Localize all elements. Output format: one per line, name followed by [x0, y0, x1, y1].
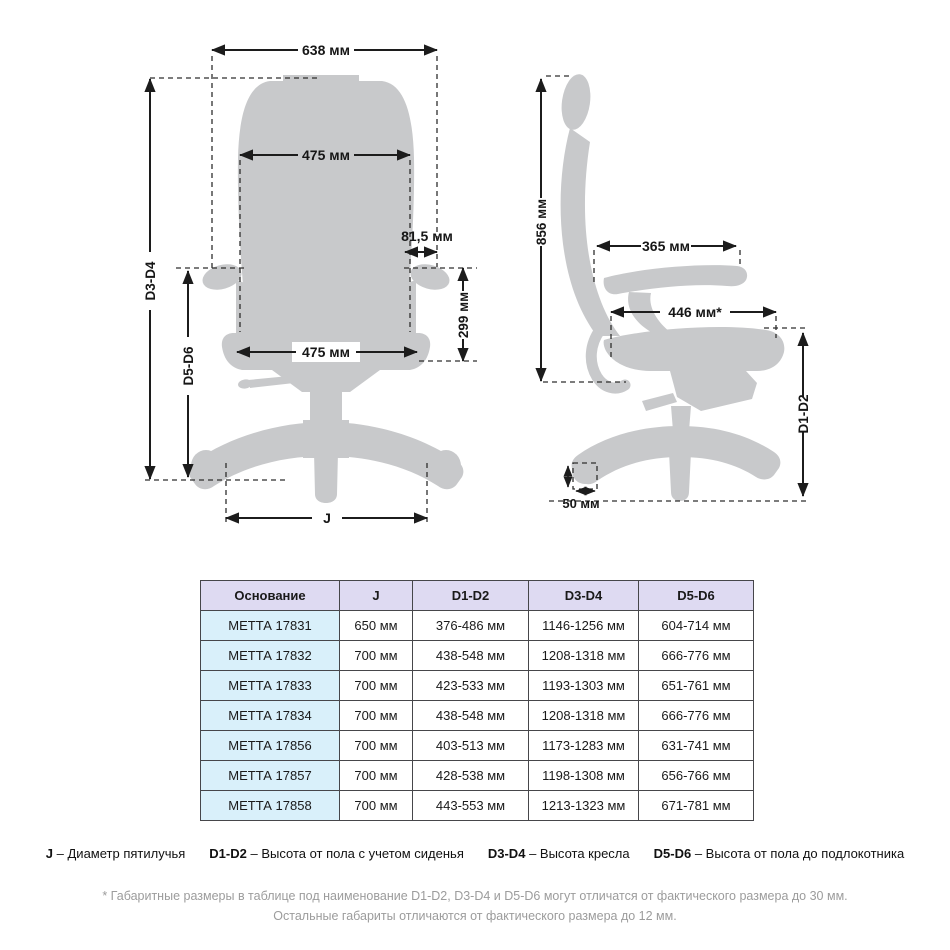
footnote-line-1: * Габаритные размеры в таблице под наименование D1-D2, D3-D4 и D5-D6 могут отличатся от фактического размера до 30 мм.: [102, 889, 848, 903]
cell-model: МЕТТА 17834: [201, 701, 340, 731]
legend-item: [46, 846, 186, 861]
side-view: [534, 72, 811, 511]
dim-overall-width-label: 638 мм: [302, 42, 350, 58]
cell-value: 604-714 мм: [639, 611, 754, 641]
cell-value: 631-741 мм: [639, 731, 754, 761]
table-row: [201, 731, 754, 761]
dim-armrest-offset-label: 81,5 мм: [401, 228, 453, 244]
legend-desc: – Высота от пола с учетом сиденья: [250, 846, 464, 861]
dim-seat-width-label: 475 мм: [302, 344, 350, 360]
caster-side-front: [572, 458, 598, 484]
chair-front-silhouette: [189, 75, 464, 503]
legend-item: [488, 846, 630, 861]
legend-desc: – Высота от пола до подлокотника: [694, 846, 905, 861]
chair-side-silhouette: [558, 72, 784, 501]
table-row: [201, 761, 754, 791]
cell-value: 1208-1318 мм: [529, 701, 639, 731]
cell-model: МЕТТА 17857: [201, 761, 340, 791]
table-row: [201, 671, 754, 701]
col-header-j: J: [340, 581, 413, 611]
seat-side: [604, 327, 785, 371]
dim-caster-size-label: 50 мм: [562, 496, 600, 511]
cell-value: 1213-1323 мм: [529, 791, 639, 821]
cell-value: 443-553 мм: [413, 791, 529, 821]
armrest-support-left: [236, 280, 248, 336]
dim-chair-height-label: D3-D4: [143, 261, 158, 301]
cell-value: 700 мм: [340, 671, 413, 701]
cell-model: МЕТТА 17858: [201, 791, 340, 821]
footnote: [0, 886, 950, 926]
table-row: [201, 641, 754, 671]
headrest-side: [558, 72, 594, 131]
caster-side-rear: [752, 455, 776, 479]
cell-model: МЕТТА 17832: [201, 641, 340, 671]
legend-term: D5-D6: [653, 846, 692, 861]
dimensions-table: [200, 580, 754, 821]
cell-value: 671-781 мм: [639, 791, 754, 821]
cell-value: 1198-1308 мм: [529, 761, 639, 791]
dim-armrest-depth: [597, 238, 736, 254]
cell-value: 700 мм: [340, 641, 413, 671]
table-row: [201, 791, 754, 821]
cell-value: 700 мм: [340, 761, 413, 791]
legend-term: J: [45, 846, 54, 861]
cell-value: 423-533 мм: [413, 671, 529, 701]
cell-value: 651-761 мм: [639, 671, 754, 701]
legend-item: [209, 846, 464, 861]
caster-front-left: [191, 450, 221, 482]
cell-value: 656-766 мм: [639, 761, 754, 791]
backrest-front: [238, 75, 414, 348]
legend-desc: – Высота кресла: [529, 846, 630, 861]
front-view: [143, 42, 477, 526]
col-header-d1d2: D1-D2: [413, 581, 529, 611]
dim-base-diameter-label: J: [323, 510, 331, 526]
dim-armrest-height-label: D5-D6: [181, 346, 196, 386]
cell-value: 1193-1303 мм: [529, 671, 639, 701]
table-header-row: [201, 581, 754, 611]
cell-value: 403-513 мм: [413, 731, 529, 761]
mechanism-side: [670, 371, 757, 411]
dim-armrest-depth-label: 365 мм: [642, 238, 690, 254]
dim-chair-height: [143, 79, 158, 479]
cell-model: МЕТТА 17833: [201, 671, 340, 701]
dim-overall-width: [212, 42, 437, 58]
cell-value: 650 мм: [340, 611, 413, 641]
cell-model: МЕТТА 17856: [201, 731, 340, 761]
dim-seat-depth-label: 446 мм*: [668, 304, 722, 320]
cell-value: 428-538 мм: [413, 761, 529, 791]
footnote-line-2: Остальные габариты отличаются от фактического размера до 12 мм.: [273, 909, 677, 923]
cell-value: 438-548 мм: [413, 701, 529, 731]
cell-value: 1146-1256 мм: [529, 611, 639, 641]
cell-value: 438-548 мм: [413, 641, 529, 671]
dim-armrest-to-seat: [456, 268, 471, 361]
cell-value: 666-776 мм: [639, 701, 754, 731]
col-header-base: Основание: [201, 581, 340, 611]
legend-desc: – Диаметр пятилучья: [56, 846, 186, 861]
dim-seat-height-label: D1-D2: [796, 394, 811, 434]
cell-value: 666-776 мм: [639, 641, 754, 671]
tension-knob-upper: [582, 283, 594, 295]
legend-term: D1-D2: [209, 846, 247, 861]
dim-back-height: [534, 79, 549, 381]
cell-value: 700 мм: [340, 701, 413, 731]
col-header-d5d6: D5-D6: [639, 581, 754, 611]
table-row: [201, 701, 754, 731]
col-header-d3d4: D3-D4: [529, 581, 639, 611]
legend: [0, 846, 950, 861]
dim-back-height-label: 856 мм: [534, 198, 549, 246]
cell-value: 376-486 мм: [413, 611, 529, 641]
dim-armrest-height: [181, 271, 196, 477]
legend-item: [654, 846, 905, 861]
dim-backrest-width-label: 475 мм: [302, 147, 350, 163]
legend-term: D3-D4: [487, 846, 526, 861]
cell-value: 700 мм: [340, 791, 413, 821]
cell-value: 700 мм: [340, 731, 413, 761]
cell-model: МЕТТА 17831: [201, 611, 340, 641]
knob-stem: [584, 296, 593, 306]
center-foot-side: [669, 452, 691, 501]
center-foot-front: [314, 452, 338, 503]
dim-armrest-to-seat-label: 299 мм: [456, 291, 471, 339]
dim-seat-height: [796, 333, 811, 496]
cell-value: 1173-1283 мм: [529, 731, 639, 761]
cell-value: 1208-1318 мм: [529, 641, 639, 671]
table-row: [201, 611, 754, 641]
dim-base-diameter: [226, 510, 427, 526]
armrest-pad-side: [604, 265, 748, 294]
caster-front-right: [431, 450, 461, 482]
